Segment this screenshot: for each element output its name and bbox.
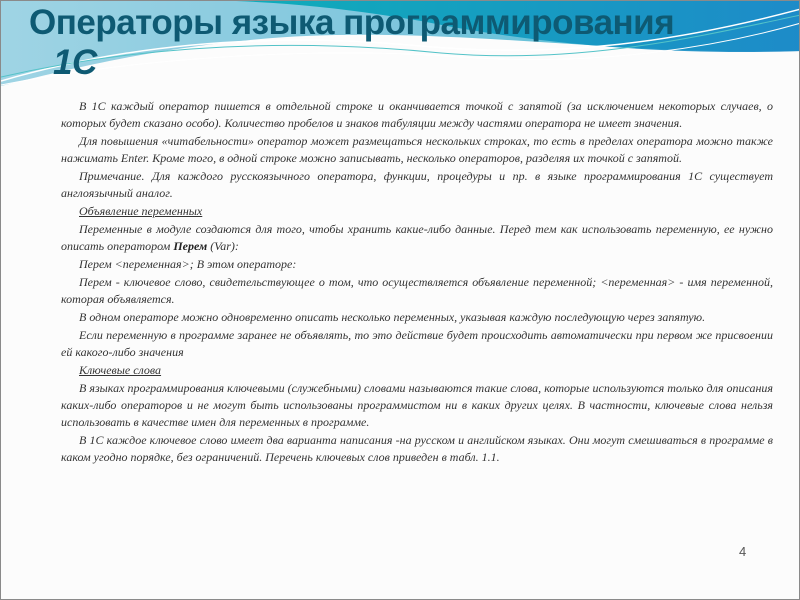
paragraph: В языках программирования ключевыми (служебными) словами называются такие слова, которые используются только для описания каких-либо операторов и не могут быть использованы программистом ни в каких других целях. В частности, ключевые слова нельзя использовать в качестве имен для переменных в программе.	[61, 381, 773, 429]
paragraph: Если переменную в программе заранее не объявлять, то это действие будет происходить автоматически при первом же присвоении ей какого-либо значения	[61, 328, 773, 359]
text: (Var):	[207, 239, 239, 253]
paragraph: В одном операторе можно одновременно описать несколько переменных, указывая каждую последующую через запятую.	[79, 310, 706, 324]
page-number: 4	[739, 544, 747, 559]
paragraph: В 1С каждый оператор пишется в отдельной строке и оканчивается точкой с запятой (за исключением некоторых случаев, о которых будет сказано особо). Количество пробелов и знаков табуляции между частями оператора не имеет значения.	[61, 99, 773, 130]
paragraph: Примечание. Для каждого русскоязычного оператора, функции, процедуры и пр. в языке программирования 1С существует англоязычный аналог.	[61, 169, 773, 200]
keyword-perem: Перем	[173, 239, 208, 253]
paragraph: Для повышения «читабельности» оператор может размещаться нескольких строках, то есть в пределах оператора можно также нажимать Enter. Кроме того, в одной строке можно записывать, несколько операторов, разделяя их точкой с запятой.	[61, 134, 773, 165]
section-heading-variables: Объявление переменных	[79, 204, 203, 218]
paragraph	[61, 221, 773, 255]
slide-title-line2: 1С	[53, 43, 97, 82]
slide-body	[61, 98, 773, 467]
paragraph: Перем - ключевое слово, свидетельствующее о том, что осуществляется объявление переменной; <переменная> - имя переменной, которая объявляется.	[61, 275, 773, 306]
slide-title-line1: Операторы языка программирования	[29, 3, 675, 42]
paragraph: В 1С каждое ключевое слово имеет два варианта написания -на русском и английском языках. Они могут смешиваться в программе в каком угодно порядке, без ограничений. Перечень ключевых слов приведен в табл. 1.1.	[61, 433, 773, 464]
text: Переменные в модуле создаются для того, чтобы хранить какие-либо данные. Перед тем как использовать переменную, ее нужно описать оператором	[61, 222, 773, 253]
slide-title	[29, 3, 674, 83]
section-heading-keywords: Ключевые слова	[79, 363, 162, 377]
paragraph: Перем <переменная>; В этом операторе:	[79, 257, 297, 271]
